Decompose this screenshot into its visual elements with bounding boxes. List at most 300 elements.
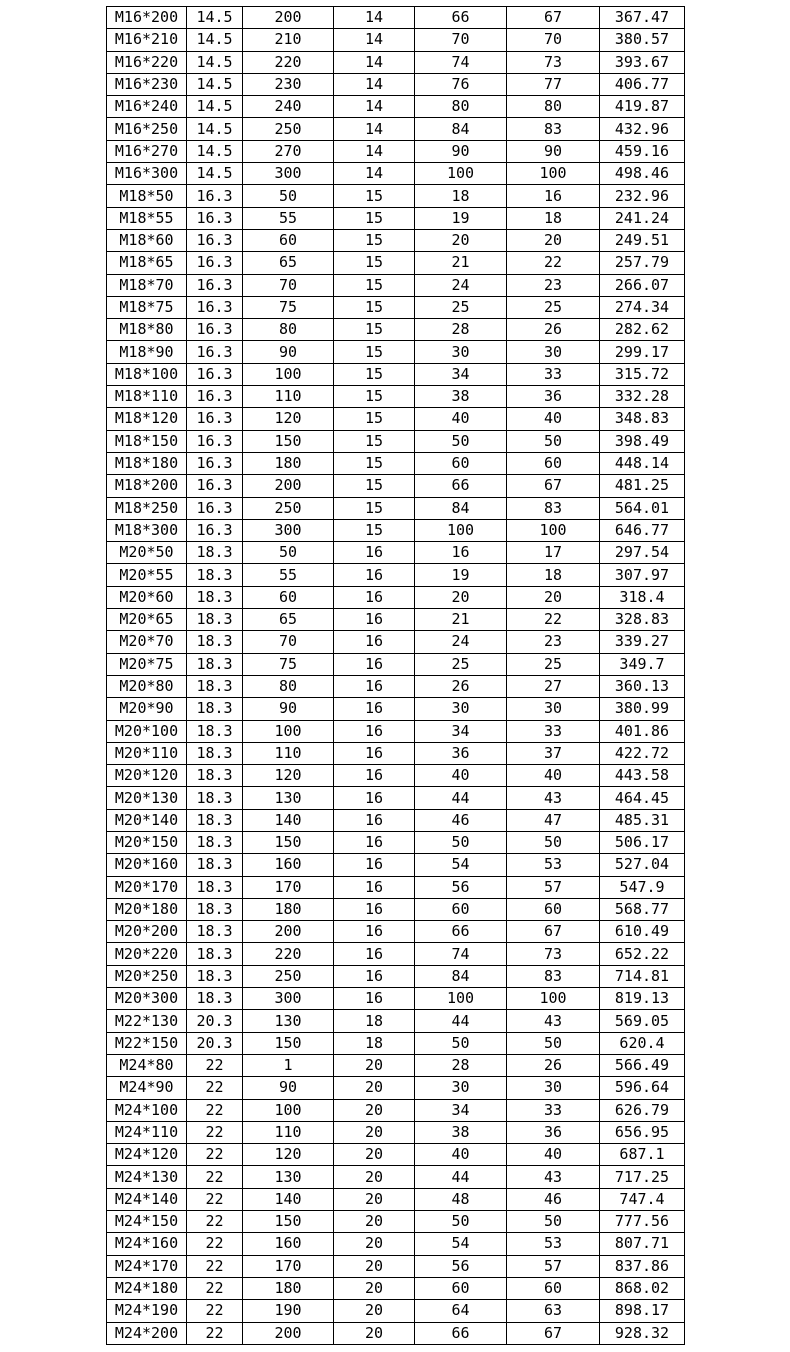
- col2-cell: 22: [187, 1144, 243, 1166]
- col3-cell: 200: [243, 475, 334, 497]
- col6-cell: 50: [507, 831, 600, 853]
- size-cell: M18*50: [107, 185, 187, 207]
- col5-cell: 70: [415, 29, 507, 51]
- price-cell: 620.4: [600, 1032, 685, 1054]
- price-cell: 687.1: [600, 1144, 685, 1166]
- col6-cell: 43: [507, 1166, 600, 1188]
- table-row: [107, 185, 685, 207]
- price-cell: 332.28: [600, 386, 685, 408]
- price-cell: 380.99: [600, 698, 685, 720]
- col5-cell: 54: [415, 1233, 507, 1255]
- size-cell: M18*300: [107, 519, 187, 541]
- col5-cell: 38: [415, 1121, 507, 1143]
- col6-cell: 100: [507, 519, 600, 541]
- col2-cell: 16.3: [187, 207, 243, 229]
- size-cell: M20*55: [107, 564, 187, 586]
- size-cell: M18*120: [107, 408, 187, 430]
- col6-cell: 50: [507, 1211, 600, 1233]
- col4-cell: 16: [334, 943, 415, 965]
- price-cell: 299.17: [600, 341, 685, 363]
- col4-cell: 15: [334, 207, 415, 229]
- col5-cell: 64: [415, 1300, 507, 1322]
- price-cell: 714.81: [600, 965, 685, 987]
- col4-cell: 20: [334, 1300, 415, 1322]
- col2-cell: 22: [187, 1077, 243, 1099]
- size-cell: M24*120: [107, 1144, 187, 1166]
- col5-cell: 46: [415, 809, 507, 831]
- col5-cell: 40: [415, 765, 507, 787]
- table-row: [107, 341, 685, 363]
- col6-cell: 25: [507, 296, 600, 318]
- col4-cell: 16: [334, 921, 415, 943]
- col6-cell: 83: [507, 965, 600, 987]
- col3-cell: 80: [243, 319, 334, 341]
- col6-cell: 80: [507, 96, 600, 118]
- col5-cell: 50: [415, 1211, 507, 1233]
- col3-cell: 160: [243, 854, 334, 876]
- col6-cell: 30: [507, 698, 600, 720]
- col4-cell: 16: [334, 831, 415, 853]
- col3-cell: 180: [243, 898, 334, 920]
- col6-cell: 53: [507, 1233, 600, 1255]
- price-cell: 448.14: [600, 452, 685, 474]
- col6-cell: 100: [507, 163, 600, 185]
- col5-cell: 38: [415, 386, 507, 408]
- col4-cell: 14: [334, 7, 415, 29]
- col3-cell: 60: [243, 229, 334, 251]
- col3-cell: 55: [243, 564, 334, 586]
- table-row: [107, 96, 685, 118]
- size-cell: M20*60: [107, 586, 187, 608]
- col2-cell: 14.5: [187, 29, 243, 51]
- col4-cell: 14: [334, 163, 415, 185]
- col4-cell: 14: [334, 96, 415, 118]
- col2-cell: 20.3: [187, 1010, 243, 1032]
- col5-cell: 84: [415, 497, 507, 519]
- table-row: [107, 7, 685, 29]
- col2-cell: 14.5: [187, 73, 243, 95]
- col2-cell: 18.3: [187, 631, 243, 653]
- size-cell: M20*250: [107, 965, 187, 987]
- col4-cell: 15: [334, 475, 415, 497]
- col6-cell: 30: [507, 341, 600, 363]
- size-cell: M20*65: [107, 609, 187, 631]
- col4-cell: 16: [334, 742, 415, 764]
- table-row: [107, 1277, 685, 1299]
- col5-cell: 60: [415, 898, 507, 920]
- col3-cell: 140: [243, 809, 334, 831]
- col3-cell: 180: [243, 452, 334, 474]
- size-cell: M20*200: [107, 921, 187, 943]
- col2-cell: 22: [187, 1277, 243, 1299]
- col6-cell: 40: [507, 408, 600, 430]
- col5-cell: 84: [415, 965, 507, 987]
- price-cell: 656.95: [600, 1121, 685, 1143]
- col4-cell: 14: [334, 73, 415, 95]
- price-cell: 241.24: [600, 207, 685, 229]
- col5-cell: 30: [415, 698, 507, 720]
- size-cell: M18*80: [107, 319, 187, 341]
- col5-cell: 100: [415, 163, 507, 185]
- size-cell: M24*130: [107, 1166, 187, 1188]
- col2-cell: 18.3: [187, 542, 243, 564]
- table-row: [107, 207, 685, 229]
- size-cell: M16*230: [107, 73, 187, 95]
- price-cell: 777.56: [600, 1211, 685, 1233]
- col2-cell: 22: [187, 1054, 243, 1076]
- col6-cell: 46: [507, 1188, 600, 1210]
- col2-cell: 18.3: [187, 898, 243, 920]
- size-cell: M24*140: [107, 1188, 187, 1210]
- price-cell: 422.72: [600, 742, 685, 764]
- col4-cell: 20: [334, 1233, 415, 1255]
- col4-cell: 16: [334, 876, 415, 898]
- col2-cell: 22: [187, 1233, 243, 1255]
- col5-cell: 30: [415, 341, 507, 363]
- col3-cell: 130: [243, 1010, 334, 1032]
- col4-cell: 16: [334, 988, 415, 1010]
- size-cell: M16*240: [107, 96, 187, 118]
- col6-cell: 67: [507, 475, 600, 497]
- col4-cell: 16: [334, 698, 415, 720]
- size-cell: M24*170: [107, 1255, 187, 1277]
- col3-cell: 150: [243, 831, 334, 853]
- table-row: [107, 430, 685, 452]
- table-row: [107, 720, 685, 742]
- table-row: [107, 408, 685, 430]
- col4-cell: 15: [334, 229, 415, 251]
- col6-cell: 17: [507, 542, 600, 564]
- col5-cell: 66: [415, 921, 507, 943]
- col4-cell: 16: [334, 787, 415, 809]
- col6-cell: 50: [507, 1032, 600, 1054]
- table-row: [107, 586, 685, 608]
- col6-cell: 36: [507, 386, 600, 408]
- col2-cell: 22: [187, 1322, 243, 1344]
- col2-cell: 14.5: [187, 51, 243, 73]
- col2-cell: 16.3: [187, 452, 243, 474]
- table-row: [107, 29, 685, 51]
- col4-cell: 20: [334, 1077, 415, 1099]
- col6-cell: 33: [507, 363, 600, 385]
- size-cell: M24*150: [107, 1211, 187, 1233]
- col2-cell: 18.3: [187, 675, 243, 697]
- col4-cell: 15: [334, 497, 415, 519]
- size-cell: M20*100: [107, 720, 187, 742]
- col6-cell: 25: [507, 653, 600, 675]
- price-cell: 406.77: [600, 73, 685, 95]
- col2-cell: 16.3: [187, 408, 243, 430]
- col5-cell: 76: [415, 73, 507, 95]
- col6-cell: 40: [507, 765, 600, 787]
- col5-cell: 90: [415, 140, 507, 162]
- table-row: [107, 988, 685, 1010]
- price-cell: 459.16: [600, 140, 685, 162]
- col2-cell: 18.3: [187, 876, 243, 898]
- col4-cell: 15: [334, 274, 415, 296]
- col5-cell: 100: [415, 988, 507, 1010]
- price-cell: 819.13: [600, 988, 685, 1010]
- price-cell: 419.87: [600, 96, 685, 118]
- price-cell: 318.4: [600, 586, 685, 608]
- price-cell: 307.97: [600, 564, 685, 586]
- price-cell: 566.49: [600, 1054, 685, 1076]
- col3-cell: 300: [243, 163, 334, 185]
- col6-cell: 73: [507, 51, 600, 73]
- col3-cell: 230: [243, 73, 334, 95]
- size-cell: M20*180: [107, 898, 187, 920]
- price-cell: 393.67: [600, 51, 685, 73]
- col6-cell: 40: [507, 1144, 600, 1166]
- table-row: [107, 73, 685, 95]
- col5-cell: 60: [415, 1277, 507, 1299]
- table-row: [107, 809, 685, 831]
- size-cell: M24*100: [107, 1099, 187, 1121]
- price-cell: 398.49: [600, 430, 685, 452]
- size-cell: M20*75: [107, 653, 187, 675]
- table-row: [107, 1032, 685, 1054]
- col5-cell: 100: [415, 519, 507, 541]
- col5-cell: 36: [415, 742, 507, 764]
- table-row: [107, 140, 685, 162]
- col6-cell: 67: [507, 921, 600, 943]
- col3-cell: 250: [243, 118, 334, 140]
- col6-cell: 23: [507, 274, 600, 296]
- col4-cell: 15: [334, 452, 415, 474]
- col6-cell: 60: [507, 1277, 600, 1299]
- col6-cell: 67: [507, 1322, 600, 1344]
- col4-cell: 15: [334, 252, 415, 274]
- table-row: [107, 1010, 685, 1032]
- table-row: [107, 163, 685, 185]
- col5-cell: 26: [415, 675, 507, 697]
- col4-cell: 16: [334, 720, 415, 742]
- col6-cell: 20: [507, 586, 600, 608]
- col5-cell: 28: [415, 319, 507, 341]
- col3-cell: 65: [243, 609, 334, 631]
- col4-cell: 16: [334, 675, 415, 697]
- table-row: [107, 943, 685, 965]
- col5-cell: 74: [415, 943, 507, 965]
- col5-cell: 56: [415, 876, 507, 898]
- col2-cell: 22: [187, 1300, 243, 1322]
- col3-cell: 75: [243, 296, 334, 318]
- col6-cell: 23: [507, 631, 600, 653]
- table-row: [107, 854, 685, 876]
- col6-cell: 43: [507, 787, 600, 809]
- size-cell: M18*65: [107, 252, 187, 274]
- col4-cell: 16: [334, 542, 415, 564]
- size-cell: M16*210: [107, 29, 187, 51]
- size-cell: M20*150: [107, 831, 187, 853]
- price-cell: 747.4: [600, 1188, 685, 1210]
- col2-cell: 16.3: [187, 497, 243, 519]
- size-cell: M18*90: [107, 341, 187, 363]
- size-cell: M18*75: [107, 296, 187, 318]
- col6-cell: 47: [507, 809, 600, 831]
- col3-cell: 100: [243, 1099, 334, 1121]
- col5-cell: 74: [415, 51, 507, 73]
- table-row: [107, 876, 685, 898]
- col5-cell: 20: [415, 586, 507, 608]
- col3-cell: 50: [243, 542, 334, 564]
- size-cell: M18*55: [107, 207, 187, 229]
- col6-cell: 37: [507, 742, 600, 764]
- col3-cell: 110: [243, 1121, 334, 1143]
- col6-cell: 83: [507, 118, 600, 140]
- price-cell: 232.96: [600, 185, 685, 207]
- col5-cell: 84: [415, 118, 507, 140]
- col4-cell: 16: [334, 965, 415, 987]
- col3-cell: 90: [243, 1077, 334, 1099]
- col2-cell: 16.3: [187, 386, 243, 408]
- table-row: [107, 787, 685, 809]
- price-cell: 527.04: [600, 854, 685, 876]
- col4-cell: 20: [334, 1166, 415, 1188]
- size-cell: M18*70: [107, 274, 187, 296]
- price-cell: 568.77: [600, 898, 685, 920]
- price-cell: 626.79: [600, 1099, 685, 1121]
- table-row: [107, 1166, 685, 1188]
- col4-cell: 14: [334, 118, 415, 140]
- table-row: [107, 542, 685, 564]
- col5-cell: 56: [415, 1255, 507, 1277]
- col5-cell: 18: [415, 185, 507, 207]
- col2-cell: 22: [187, 1166, 243, 1188]
- col5-cell: 80: [415, 96, 507, 118]
- price-cell: 401.86: [600, 720, 685, 742]
- size-cell: M24*160: [107, 1233, 187, 1255]
- col2-cell: 14.5: [187, 163, 243, 185]
- col3-cell: 100: [243, 363, 334, 385]
- table-row: [107, 497, 685, 519]
- col6-cell: 50: [507, 430, 600, 452]
- price-cell: 652.22: [600, 943, 685, 965]
- table-row: [107, 1188, 685, 1210]
- col5-cell: 60: [415, 452, 507, 474]
- price-cell: 328.83: [600, 609, 685, 631]
- col6-cell: 18: [507, 207, 600, 229]
- col6-cell: 60: [507, 452, 600, 474]
- price-cell: 274.34: [600, 296, 685, 318]
- size-cell: M18*250: [107, 497, 187, 519]
- col5-cell: 44: [415, 787, 507, 809]
- col2-cell: 16.3: [187, 274, 243, 296]
- col4-cell: 15: [334, 296, 415, 318]
- col2-cell: 14.5: [187, 7, 243, 29]
- table-row: [107, 1144, 685, 1166]
- col2-cell: 14.5: [187, 96, 243, 118]
- col2-cell: 18.3: [187, 653, 243, 675]
- price-cell: 646.77: [600, 519, 685, 541]
- price-cell: 481.25: [600, 475, 685, 497]
- col5-cell: 54: [415, 854, 507, 876]
- col6-cell: 53: [507, 854, 600, 876]
- col4-cell: 15: [334, 185, 415, 207]
- table-row: [107, 742, 685, 764]
- col2-cell: 14.5: [187, 140, 243, 162]
- col5-cell: 66: [415, 7, 507, 29]
- col4-cell: 14: [334, 140, 415, 162]
- size-cell: M20*50: [107, 542, 187, 564]
- col6-cell: 26: [507, 1054, 600, 1076]
- col3-cell: 220: [243, 943, 334, 965]
- col6-cell: 60: [507, 898, 600, 920]
- table-row: [107, 296, 685, 318]
- size-cell: M20*120: [107, 765, 187, 787]
- col4-cell: 16: [334, 609, 415, 631]
- col4-cell: 15: [334, 341, 415, 363]
- table-row: [107, 631, 685, 653]
- col2-cell: 18.3: [187, 831, 243, 853]
- col6-cell: 57: [507, 876, 600, 898]
- size-cell: M20*140: [107, 809, 187, 831]
- col5-cell: 21: [415, 609, 507, 631]
- table-row: [107, 51, 685, 73]
- table-row: [107, 921, 685, 943]
- col5-cell: 21: [415, 252, 507, 274]
- col3-cell: 90: [243, 698, 334, 720]
- col6-cell: 30: [507, 1077, 600, 1099]
- col3-cell: 80: [243, 675, 334, 697]
- price-cell: 380.57: [600, 29, 685, 51]
- size-cell: M24*110: [107, 1121, 187, 1143]
- price-cell: 339.27: [600, 631, 685, 653]
- col6-cell: 18: [507, 564, 600, 586]
- col3-cell: 250: [243, 965, 334, 987]
- col2-cell: 18.3: [187, 854, 243, 876]
- col2-cell: 18.3: [187, 787, 243, 809]
- table-row: [107, 1121, 685, 1143]
- col4-cell: 20: [334, 1277, 415, 1299]
- col5-cell: 66: [415, 475, 507, 497]
- price-cell: 367.47: [600, 7, 685, 29]
- col2-cell: 18.3: [187, 609, 243, 631]
- table-row: [107, 386, 685, 408]
- col5-cell: 34: [415, 363, 507, 385]
- table-row: [107, 252, 685, 274]
- col2-cell: 18.3: [187, 988, 243, 1010]
- col2-cell: 16.3: [187, 475, 243, 497]
- col3-cell: 200: [243, 1322, 334, 1344]
- price-cell: 348.83: [600, 408, 685, 430]
- price-cell: 837.86: [600, 1255, 685, 1277]
- price-cell: 282.62: [600, 319, 685, 341]
- col3-cell: 170: [243, 876, 334, 898]
- col5-cell: 66: [415, 1322, 507, 1344]
- table-row: [107, 1322, 685, 1344]
- col3-cell: 55: [243, 207, 334, 229]
- col3-cell: 210: [243, 29, 334, 51]
- price-cell: 506.17: [600, 831, 685, 853]
- price-cell: 547.9: [600, 876, 685, 898]
- col3-cell: 70: [243, 274, 334, 296]
- size-cell: M20*220: [107, 943, 187, 965]
- col5-cell: 19: [415, 564, 507, 586]
- size-cell: M24*190: [107, 1300, 187, 1322]
- col5-cell: 34: [415, 1099, 507, 1121]
- col3-cell: 150: [243, 430, 334, 452]
- col3-cell: 150: [243, 1032, 334, 1054]
- col3-cell: 300: [243, 988, 334, 1010]
- col4-cell: 18: [334, 1010, 415, 1032]
- col2-cell: 18.3: [187, 921, 243, 943]
- size-cell: M18*200: [107, 475, 187, 497]
- col2-cell: 18.3: [187, 742, 243, 764]
- col6-cell: 73: [507, 943, 600, 965]
- col4-cell: 20: [334, 1255, 415, 1277]
- col3-cell: 220: [243, 51, 334, 73]
